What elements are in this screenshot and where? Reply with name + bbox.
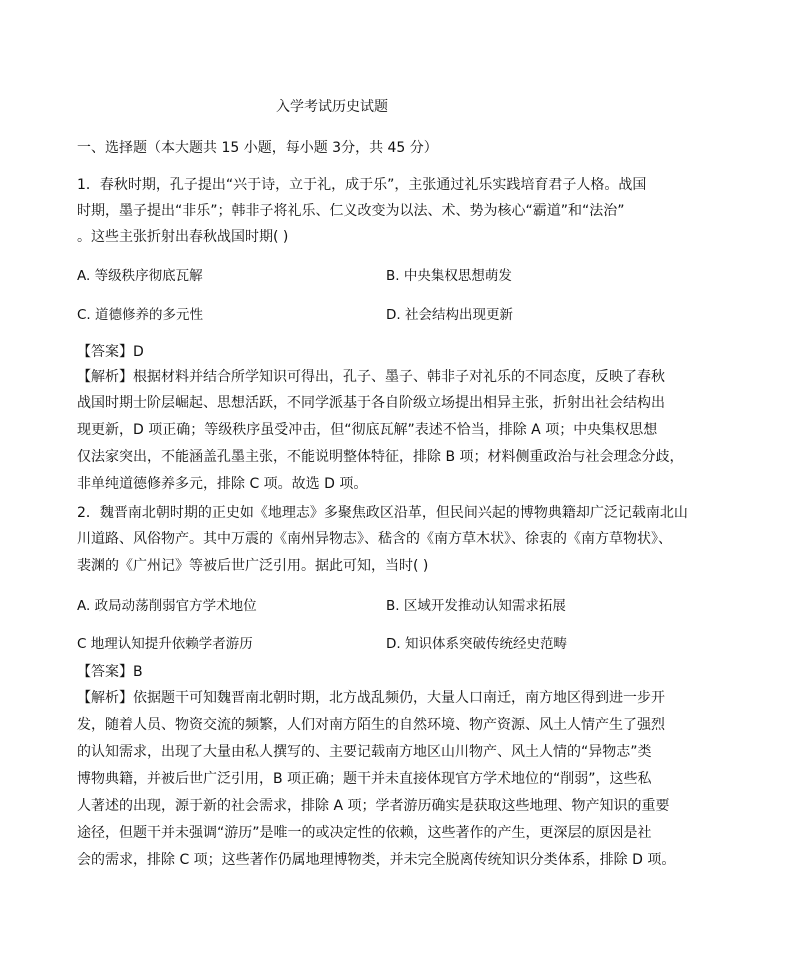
question-2-explanation-line: 【解析】依据题干可知魏晋南北朝时期，北方战乱频仍，大量人口南迁，南方地区得到进一步开: [77, 690, 665, 706]
question-2-option-a: A. 政局动荡削弱官方学术地位: [77, 598, 257, 614]
question-1-explanation-line: 仅法家突出，不能涵盖孔墨主张，不能说明整体特征，排除 B 项；材料侧重政治与社会理念分歧，: [77, 449, 684, 465]
question-2-answer: 【答案】B: [77, 664, 143, 680]
section-heading: 一、选择题（本大题共 15 小题，每小题 3分，共 45 分）: [77, 140, 438, 156]
question-1-stem-line: 时期，墨子提出“非乐”；韩非子将礼乐、仁义改变为以法、术、势为核心“霸道”和“法治”: [77, 203, 625, 219]
question-2-option-b: B. 区域开发推动认知需求拓展: [386, 598, 566, 614]
question-2-option-c: C 地理认知提升依赖学者游历: [77, 636, 253, 652]
question-1-stem-line: 1．春秋时期，孔子提出“兴于诗，立于礼，成于乐”，主张通过礼乐实践培育君子人格。战国: [77, 177, 647, 193]
question-2-explanation-line: 博物典籍，并被后世广泛引用，B 项正确；题干并未直接体现官方学术地位的“削弱”，这些私: [77, 771, 652, 787]
question-1-stem-line: 。这些主张折射出春秋战国时期( ): [77, 229, 289, 245]
question-2-stem-line: 裴渊的《广州记》等被后世广泛引用。据此可知，当时( ): [77, 558, 429, 574]
exam-title: 入学考试历史试题: [276, 99, 388, 115]
question-1-answer: 【答案】D: [77, 344, 144, 360]
question-1-explanation-line: 非单纯道德修养多元，排除 C 项。故选 D 项。: [77, 476, 368, 492]
question-1-explanation-line: 【解析】根据材料并结合所学知识可得出，孔子、墨子、韩非子对礼乐的不同态度，反映了春秋: [77, 369, 665, 385]
question-1-option-b: B. 中央集权思想萌发: [386, 268, 512, 284]
question-1-explanation-line: 现更新，D 项正确；等级秩序虽受冲击，但“彻底瓦解”表述不恰当，排除 A 项；中央集权思想: [77, 422, 658, 438]
question-2-stem-line: 2．魏晋南北朝时期的正史如《地理志》多聚焦政区沿革，但民间兴起的博物典籍却广泛记载南北山: [77, 505, 688, 521]
question-2-explanation-line: 会的需求，排除 C 项；这些著作仍属地理博物类，并未完全脱离传统知识分类体系，排除 D 项。: [77, 852, 676, 868]
question-1-explanation-line: 战国时期士阶层崛起、思想活跃，不同学派基于各自阶级立场提出相异主张，折射出社会结构出: [77, 395, 665, 411]
question-2-explanation-line: 人著述的出现，源于新的社会需求，排除 A 项；学者游历确实是获取这些地理、物产知识的重要: [77, 798, 670, 814]
question-2-stem-line: 川道路、风俗物产。其中万震的《南州异物志》、嵇含的《南方草木状》、徐衷的《南方草物状》、: [77, 531, 672, 547]
question-1-option-a: A. 等级秩序彻底瓦解: [77, 268, 203, 284]
question-2-option-d: D. 知识体系突破传统经史范畴: [386, 636, 567, 652]
question-2-explanation-line: 途径，但题干并未强调“游历”是唯一的或决定性的依赖，这些著作的产生，更深层的原因是社: [77, 825, 652, 841]
question-2-explanation-line: 发，随着人员、物资交流的频繁，人们对南方陌生的自然环境、物产资源、风土人情产生了强烈: [77, 717, 665, 733]
question-2-explanation-line: 的认知需求，出现了大量由私人撰写的、主要记载南方地区山川物产、风土人情的“异物志”类: [77, 744, 652, 760]
question-1-option-d: D. 社会结构出现更新: [386, 307, 513, 323]
question-1-option-c: C. 道德修养的多元性: [77, 307, 204, 323]
